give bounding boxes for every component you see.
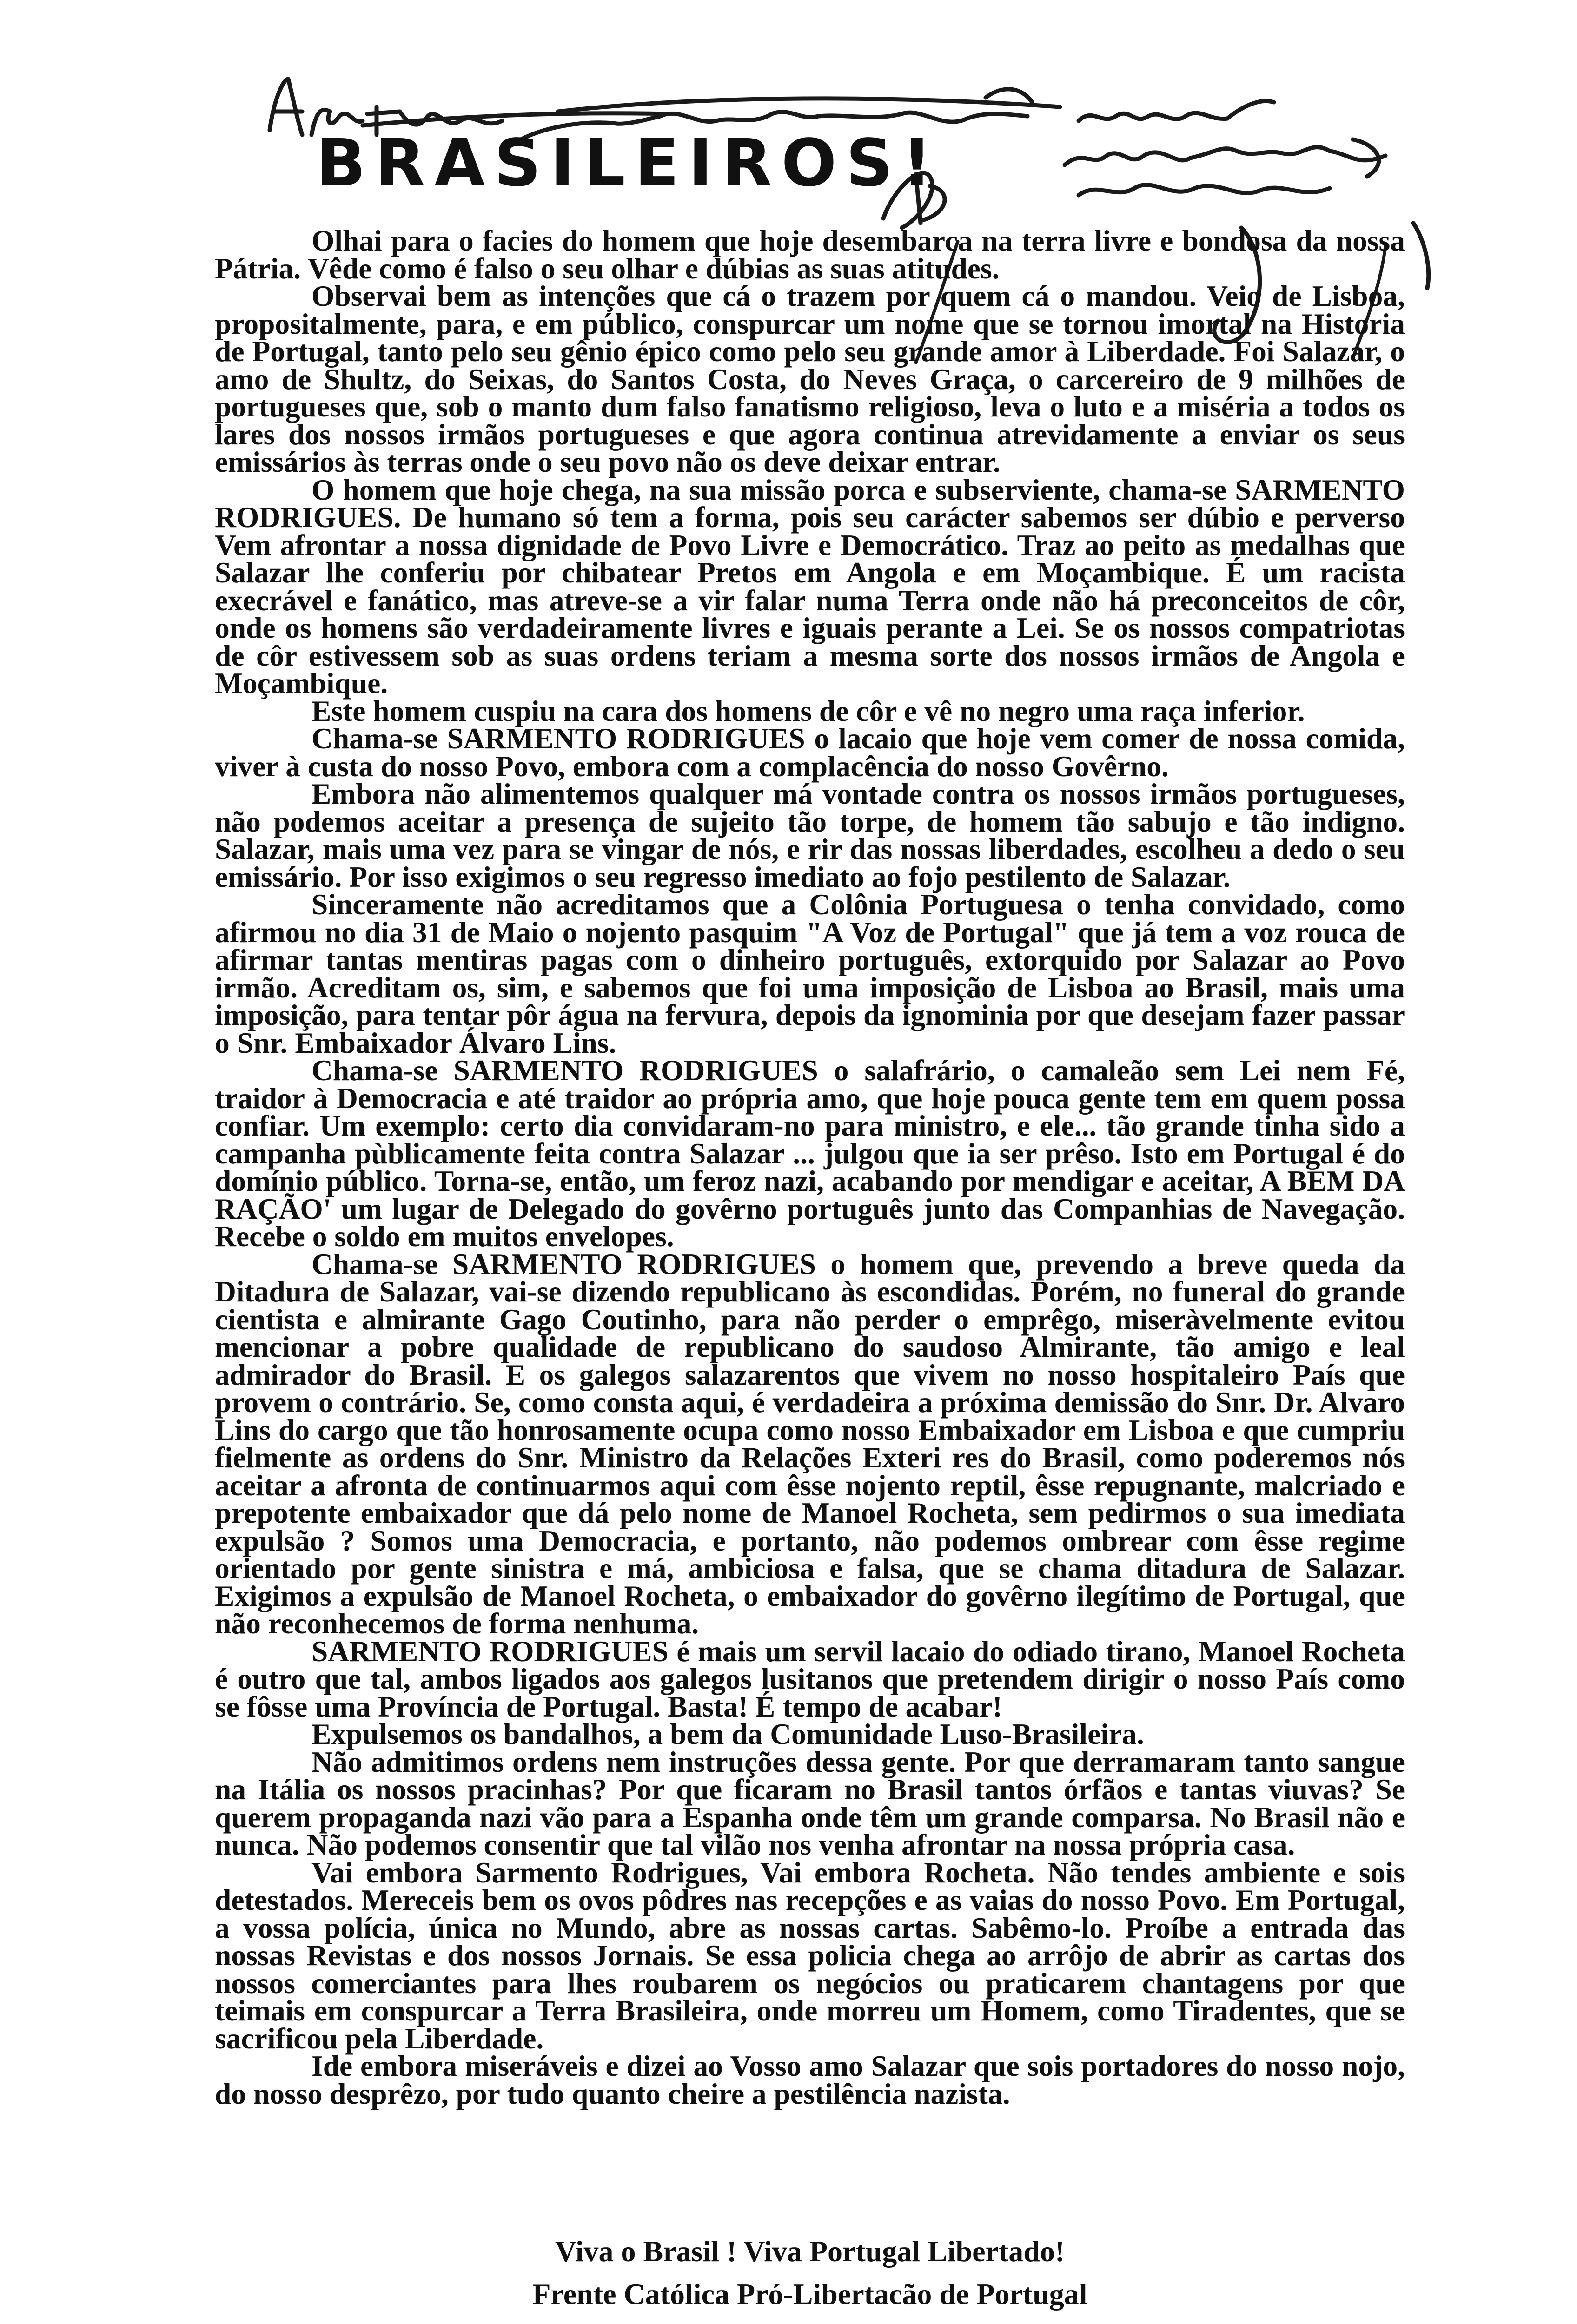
handwriting-stroke (1065, 147, 1385, 165)
paragraph: Não admitimos ordens nem instruções dessa gente. Por que derramaram tanto sangue na Itália os nossos pracinhas? Por que ficaram no Brasil tantos órfãos e tantas viuvas? Se querem propaganda nazi vão para a Espanha onde têm um grande comparsa. No Brasil não e nunca. Não podemos consentir que tal vilão nos venha afrontar na nossa própria casa. (215, 1745, 1405, 1861)
paragraph: SARMENTO RODRIGUES é mais um servil lacaio do odiado tirano, Manoel Rocheta é outro que tal, ambos ligados aos galegos lusitanos que pretendem dirigir o nosso País como se fôsse uma Província de Portugal. Basta! É tempo de acabar! (215, 1634, 1405, 1723)
paragraph: Ide embora miseráveis e dizei ao Vosso amo Salazar que sois portadores do nosso nojo, do nosso desprêzo, por tudo quanto cheire a pestilência nazista. (215, 2049, 1405, 2110)
paragraph: Chama-se SARMENTO RODRIGUES o lacaio que hoje vem comer de nossa comida, viver à custa do nosso Povo, embora com a complacência do nosso Govêrno. (215, 722, 1405, 783)
paragraph: Olhai para o facies do homem que hoje desembarca na terra livre e bondosa da nossa Pátria. Vêde como é falso o seu olhar e dúbias as suas atitudes. (215, 224, 1405, 285)
paragraph: Chama-se SARMENTO RODRIGUES o homem que, prevendo a breve queda da Ditadura de Salazar, vai-se dizendo republicano às escondidas. Porém, no funeral do grande cientista e almirante Gago Coutinho, para não perder o emprêgo, miseràvelmente evitou mencionar a pobre qualidade de republicano do saudoso Almirante, tão amigo e leal admirador do Brasil. E os galegos salazarentos que vivem no nosso hospitaleiro País que provem o contrário. Se, como consta aqui, é verdadeira a próxima demissão do Snr. Dr. Alvaro Lins do cargo que tão honrosamente ocupa como nosso Embaixador em Lisboa e que cumpriu fielmente as ordens do Snr. Ministro da Relações Exteri res do Brasil, como poderemos nós aceitar a afronta de continuarmos aqui com êsse nojento reptil, êsse repugnante, malcriado e prepotente embaixador que dá pelo nome de Manoel Rocheta, sem pedirmos o sua imediata expulsão ? Somos uma Democracia, e portanto, não podemos ombrear com êsse regime orientado por gente sinistra e má, ambiciosa e falsa, que se chama ditadura de Salazar. Exigimos a expulsão de Manoel Rocheta, o embaixador do govêrno ilegítimo de Portugal, que não reconhecemos de forma nenhuma. (215, 1247, 1405, 1640)
paragraph: Expulsemos os bandalhos, a bem da Comunidade Luso-Brasileira. (311, 1717, 1144, 1750)
closing-block (215, 2230, 1405, 2316)
paragraph: Este homem cuspiu na cara dos homens de côr e vê no negro uma raça inferior. (311, 694, 1305, 727)
paragraph: Sinceramente não acreditamos que a Colônia Portuguesa o tenha convidado, como afirmou no dia 31 de Maio o nojento pasquim "A Voz de Portugal" que já tem a voz rouca de afirmar tantas mentiras pagas com o dinheiro português, extorquido por Salazar ao Povo irmão. Acreditam os, sim, e sabemos que foi uma imposição de Lisboa ao Brasil, mais uma imposição, para tentar pôr água na fervura, depois da ignominia por que desejam fazer passar o Snr. Embaixador Álvaro Lins. (215, 888, 1405, 1059)
handwriting-stroke (986, 89, 1032, 102)
paragraph: Embora não alimentemos qualquer má vontade contra os nossos irmãos portugueses, não podemos aceitar a presença de sujeito tão torpe, de homem tão sabujo e tão indigno. Salazar, mais uma vez para se vingar de nós, e rir das nossas liberdades, escolheu a dedo o seu emissário. Por isso exigimos o seu regresso imediato ao fojo pestilento de Salazar. (215, 777, 1405, 893)
paragraph: Vai embora Sarmento Rodrigues, Vai embora Rocheta. Não tendes ambiente e sois detestados. Mereceis bem os ovos pôdres nas recepções e as vaias do nosso Povo. Em Portugal, a vossa polícia, única no Mundo, abre as nossas cartas. Sabêmo-lo. Proíbe a entrada das nossas Revistas e dos nossos Jornais. Se essa policia chega ao arrôjo de abrir as cartas dos nossos comerciantes para lhes roubarem os negócios ou praticarem chantagens por que teimais em conspurcar a Terra Brasileira, onde morreu um Homem, como Tiradentes, que se sacrificou pela Liberdade. (215, 1855, 1405, 2055)
handwriting-stroke (1079, 185, 1330, 195)
closing-slogan: Viva o Brasil ! Viva Portugal Libertado! (555, 2235, 1065, 2268)
paragraph: O homem que hoje chega, na sua missão porca e subserviente, chama-se SARMENTO RODRIGUES. De humano só tem a forma, pois seu carácter sabemos ser dúbio e perverso Vem afrontar a nossa dignidade de Povo Livre e Democrático. Traz ao peito as medalhas que Salazar lhe conferiu por chibatear Pretos em Angola e em Moçambique. É um racista execrável e fanático, mas atreve-se a vir falar numa Terra onde não há preconceitos de côr, onde os homens são verdadeiramente livres e iguais perante a Lei. Se os nossos compatriotas de côr estivessem sob as suas ordens teriam a mesma sorte dos nossos irmãos de Angola e Moçambique. (215, 473, 1405, 700)
paragraph: Observai bem as intenções que cá o trazem por quem cá o mandou. Veio de Lisboa, propositalmente, para, e em público, conspurcar um nome que se tornou imortal na Historia de Portugal, tanto pelo seu gênio épico como pelo seu grande amor à Liberdade. Foi Salazar, o amo de Shultz, do Seixas, do Santos Costa, do Neves Graça, o carcereiro de 9 milhões de portugueses que, sob o manto dum falso fanatismo religioso, leva o luto e a miséria a todos os lares dos nossos irmãos portugueses e que agora continua atrevidamente a enviar os seus emissários às terras onde o seu povo não os deve deixar entrar. (215, 279, 1405, 478)
handwriting-stroke (1413, 223, 1429, 288)
handwriting-stroke (270, 79, 302, 135)
leaflet-body (215, 224, 1405, 2110)
paragraph: Chama-se SARMENTO RODRIGUES o salafrário, o camaleão sem Lei nem Fé, traidor à Democracia e até traidor ao própria amo, que hoje pouca gente tem em quem possa confiar. Um exemplo: certo dia convidaram-no para ministro, e ele... tão grande tinha sido a campanha pùblicamente feita contra Salazar ... julgou que ia ser prêso. Isto em Portugal é do domínio público. Torna-se, então, um feroz nazi, acabando por mendigar e aceitar, A BEM DA RAÇÃO' um lugar de Delegado do govêrno português junto das Companhias de Navegação. Recebe o soldo em muitos envelopes. (215, 1054, 1405, 1253)
signature-line: Frente Católica Pró-Libertacão de Portugal (532, 2278, 1087, 2311)
handwriting-stroke (1079, 101, 1274, 121)
headline: BRASILEIROS! (316, 125, 941, 201)
handwriting-stroke (558, 99, 1060, 112)
